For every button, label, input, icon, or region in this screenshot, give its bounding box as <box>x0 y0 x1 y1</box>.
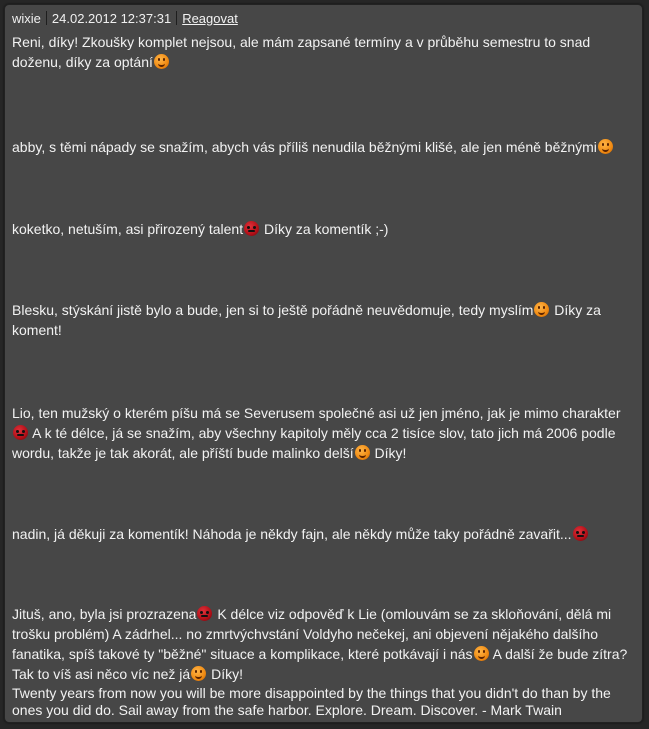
paragraph-text: Díky za komentík ;-) <box>260 221 389 237</box>
paragraph-text: Díky! <box>370 445 407 461</box>
header-divider <box>46 11 47 25</box>
paragraph-text: abby, s těmi nápady se snažím, abych vás příliš nenudila běžnými klišé, ale jen méně běžnými <box>12 139 597 155</box>
devil-icon <box>244 221 259 236</box>
paragraph-text: A další že bude zítra? Tak to víš asi něco víc než já <box>12 646 628 682</box>
header-divider <box>176 11 177 25</box>
smile-icon <box>191 666 206 681</box>
reply-paragraph-reni <box>12 32 640 72</box>
reply-paragraph-koketka <box>12 219 640 239</box>
comment-header <box>12 10 238 27</box>
comment-timestamp: 24.02.2012 12:37:31 <box>51 11 172 26</box>
smile-icon <box>534 302 549 317</box>
paragraph-text: Díky za koment! <box>12 302 601 338</box>
paragraph-text: A k té délce, já se snažím, aby všechny kapitoly měly cca 2 tisíce slov, tato jich má 2006 podle wordu, takže je tak akorát, ale příští bude malinko delší <box>12 425 616 461</box>
comment-box <box>4 4 643 723</box>
smile-icon <box>355 445 370 460</box>
paragraph-text: nadin, já děkuji za komentík! Náhoda je někdy fajn, ale někdy může taky pořádně zavařit... <box>12 526 572 542</box>
reply-paragraph-lia <box>12 403 640 463</box>
reply-paragraph-blesk <box>12 300 640 340</box>
comment-author: wixie <box>12 11 41 26</box>
devil-icon <box>197 606 212 621</box>
paragraph-text: Lio, ten mužský o kterém píšu má se Severusem společné asi už jen jméno, jak je mimo charakter <box>12 405 621 421</box>
signature: Twenty years from now you will be more disappointed by the things that you didn't do than by the ones you did do. Sail away from the safe harbor. Explore. Dream. Discover. - Mark Twain <box>12 685 611 718</box>
paragraph-text: Díky! <box>207 666 243 682</box>
smile-icon <box>474 646 489 661</box>
paragraph-text: koketko, netuším, asi přirozený talent <box>12 221 244 237</box>
reply-link[interactable]: Reagovat <box>182 11 238 26</box>
reply-paragraph-jitus <box>12 604 640 684</box>
smile-icon <box>154 54 169 69</box>
paragraph-text: K délce viz odpověď k Lie (omlouvám se za skloňování, dělá mi trošku problém) A zádrhel... no zmrtvýchvstání Voldyho nečekej, ani objevení nějakého dalšího fanatika, spíš takové ty "běžné" situace a komplikace, které potkávají i nás <box>12 606 612 662</box>
smile-icon <box>598 139 613 154</box>
devil-icon <box>13 425 28 440</box>
reply-paragraph-abby <box>12 137 640 157</box>
devil-icon <box>573 526 588 541</box>
reply-paragraph-nadin <box>12 524 640 544</box>
paragraph-text: Reni, díky! Zkoušky komplet nejsou, ale mám zapsané termíny a v průběhu semestru to snad doženu, díky za optání <box>12 34 591 70</box>
paragraph-text: Blesku, stýskání jistě bylo a bude, jen si to ještě pořádně neuvědomuje, tedy myslím <box>12 302 534 318</box>
paragraph-text: Jituš, ano, byla jsi prozrazena <box>12 606 197 622</box>
